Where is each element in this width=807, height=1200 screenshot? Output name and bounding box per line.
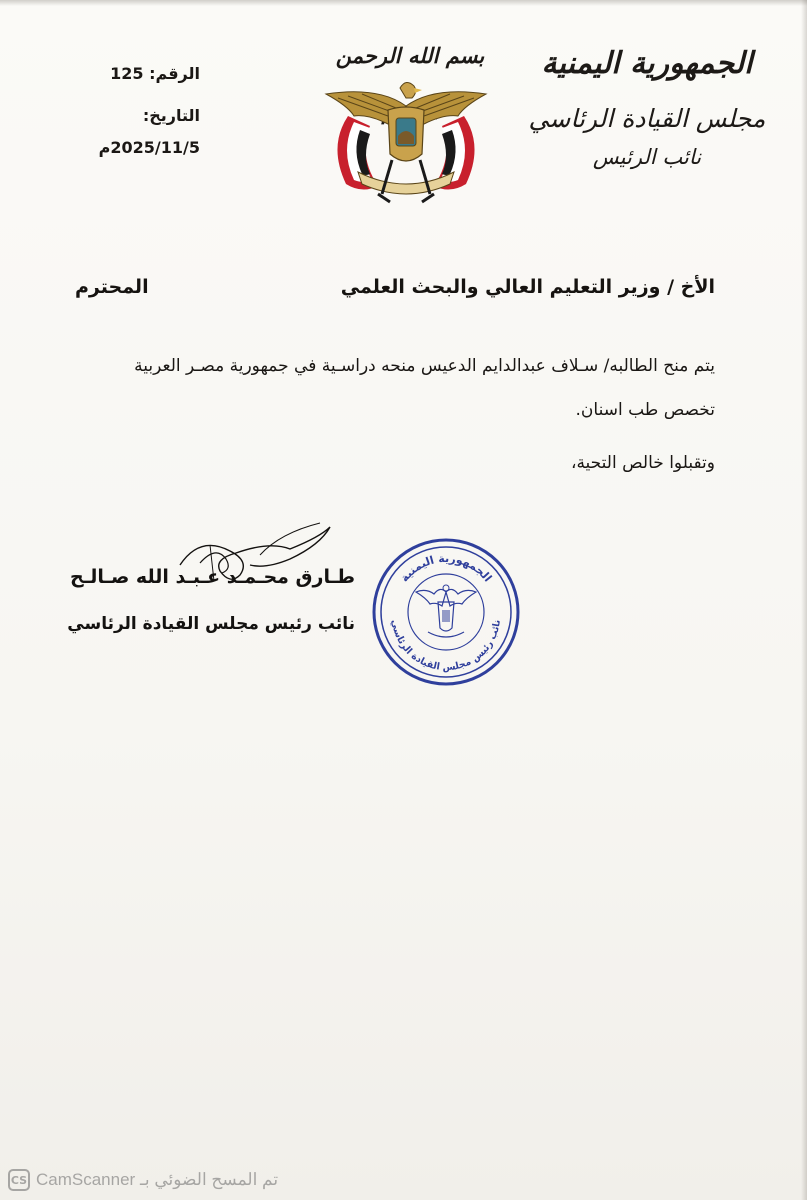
letter-number: الرقم: 125 [110, 64, 200, 83]
letter-reference [40, 58, 200, 157]
scan-edge-top [0, 0, 807, 6]
letterhead-right [527, 40, 767, 174]
official-seal-stamp [370, 536, 522, 688]
signatory-name: طـارق محـمـد عـبـد الله صـالـح [70, 566, 355, 588]
yemen-eagle-emblem-icon [318, 76, 494, 206]
closing-line: وتقبلوا خالص التحية، [570, 453, 715, 473]
letter-date: التاريخ: 2025/11/5م [98, 106, 200, 157]
camscanner-text: تم المسح الضوئي بـ CamScanner [36, 1170, 279, 1189]
republic-title: الجمهورية اليمنية [541, 46, 753, 81]
svg-text:الجمهورية اليمنية: الجمهورية اليمنية [397, 551, 495, 585]
signatory-title: نائب رئيس مجلس القيادة الرئاسي [67, 614, 355, 634]
council-title: مجلس القيادة الرئاسي [528, 104, 766, 133]
body-paragraph-line-2: تخصص طب اسنان. [575, 400, 715, 420]
scan-edge-right [801, 0, 807, 1200]
camscanner-logo-icon: CS [8, 1169, 30, 1191]
recipient: الأخ / وزير التعليم العالي والبحث العلمي [340, 276, 715, 298]
honorific: المحترم [75, 276, 149, 298]
body-paragraph-line-1: يتم منح الطالبه/ سـلاف عبدالدايم الدعيس منحه دراسـية في جمهورية مصـر العربية [134, 356, 715, 376]
salutation-line [75, 276, 715, 312]
svg-text:نائب رئيس مجلس القيادة الرئاسي: نائب رئيس مجلس القيادة الرئاسي [388, 618, 503, 674]
basmala: بسم الله الرحمن [335, 43, 485, 68]
camscanner-watermark [8, 1166, 278, 1194]
vice-president-title: نائب الرئيس [592, 145, 702, 169]
